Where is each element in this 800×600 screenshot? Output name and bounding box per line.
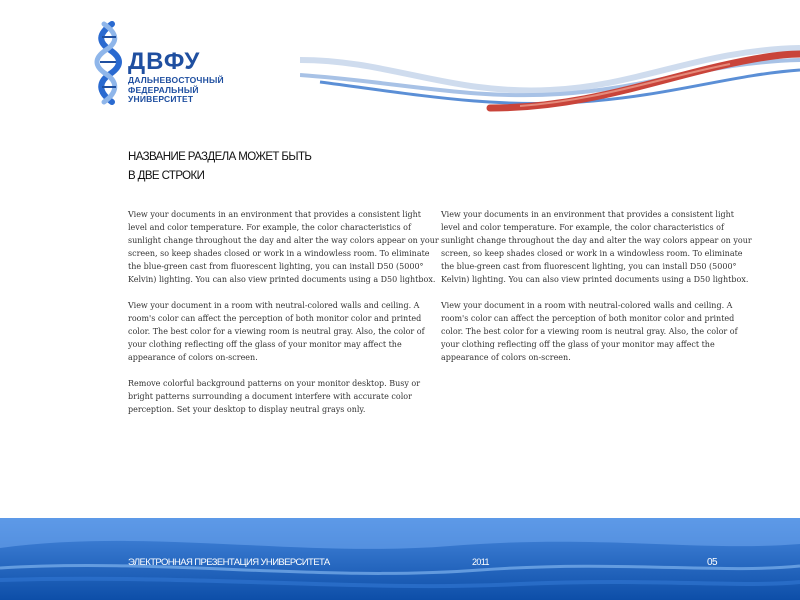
decorative-waves <box>300 20 800 120</box>
section-heading-line-2: В ДВЕ СТРОКИ <box>128 170 205 182</box>
footer-wave-background <box>0 518 800 600</box>
logo-line-3: УНИВЕРСИТЕТ <box>128 94 194 104</box>
paragraph: View your documents in an environment that provides a consistent light level and color temperature. For example, the color characteristics of sunlight change throughout the day and alter the way colors appear on your screen, so keep shades closed or work in a windowless room. To eliminate the blue-green cast from fluorescent lighting, you can install D50 (5000° Kelvin) lighting. You can also view printed documents using a D50 lightbox. <box>128 210 439 284</box>
logo-title: ДВФУ <box>128 48 201 75</box>
logo-line-1: ДАЛЬНЕВОСТОЧНЫЙ <box>128 75 224 85</box>
footer-title: ЭЛЕКТРОННАЯ ПРЕЗЕНТАЦИЯ УНИВЕРСИТЕТА <box>128 557 330 568</box>
page-number: 05 <box>707 557 717 568</box>
section-heading-line-1: НАЗВАНИЕ РАЗДЕЛА МОЖЕТ БЫТЬ <box>128 151 312 163</box>
section-heading <box>128 148 311 186</box>
paragraph: View your document in a room with neutral-colored walls and ceiling. A room's color can affect the perception of both monitor color and printed color. The best color for a viewing room is neutral gray. Also, the color of your clothing reflecting off the glass of your monitor may affect the appearance of colors on-screen. <box>441 301 738 362</box>
footer-banner <box>0 518 800 600</box>
paragraph: View your document in a room with neutral-colored walls and ceiling. A room's color can affect the perception of both monitor color and printed color. The best color for a viewing room is neutral gray. Also, the color of your clothing reflecting off the glass of your monitor may affect the appearance of colors on-screen. <box>128 301 425 362</box>
paragraph: Remove colorful background patterns on your monitor desktop. Busy or bright patterns surrounding a document interfere with accurate color perception. Set your desktop to display neutral grays only. <box>128 379 421 414</box>
text-column-left <box>128 208 440 429</box>
footer-year: 2011 <box>472 557 489 567</box>
paragraph: View your documents in an environment that provides a consistent light level and color temperature. For example, the color characteristics of sunlight change throughout the day and alter the way colors appear on your screen, so keep shades closed or work in a windowless room. To eliminate the blue-green cast from fluorescent lighting, you can install D50 (5000° Kelvin) lighting. You can also view printed documents using a D50 lightbox. <box>441 210 752 284</box>
text-column-right <box>441 208 753 377</box>
logo-line-2: ФЕДЕРАЛЬНЫЙ <box>128 84 199 95</box>
